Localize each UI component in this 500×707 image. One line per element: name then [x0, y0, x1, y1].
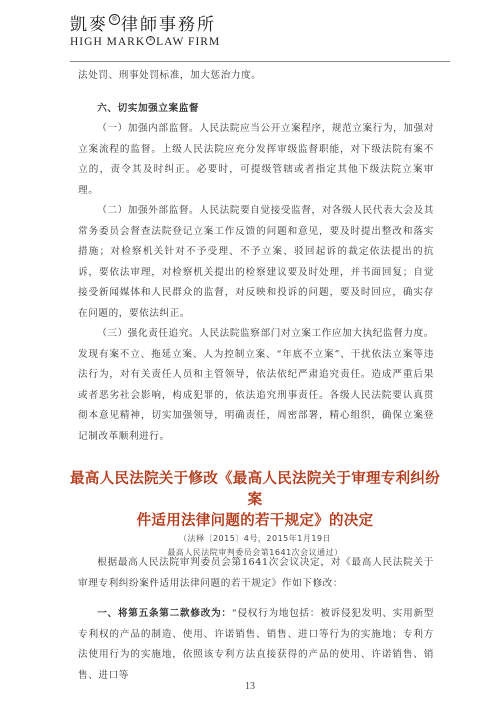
decision-title-line2: 件适用法律问题的若干规定》的决定 [136, 513, 374, 529]
letterhead [70, 10, 270, 48]
decision-body [78, 553, 434, 686]
firm-name-cn-part1: 凱麥 [70, 15, 108, 35]
firm-name-en-part2: LAW FIRM [156, 36, 221, 48]
firm-name-cn-part2: 律師事務所 [121, 15, 216, 35]
item-1-lead: 一、将第五条第二款修改为： [97, 608, 232, 619]
page-number: 13 [245, 681, 255, 692]
firm-name-chinese [70, 10, 270, 35]
paragraph-internal-supervision: （一）加强内部监督。人民法院应当公开立案程序，规范立案行为，加强对立案流程的监督。上级人民法院应充分发挥审级监督职能，对下级法院有案不立的，责令其及时纠正。必要时，可提级管辖或者指定其他下级法院立案审理。 [78, 123, 434, 196]
paragraph-external-supervision: （二）加强外部监督。人民法院要自觉接受监督，对各级人民代表大会及其常务委员会督查法院登记立案工作反馈的问题和意见，要及时提出整改和落实措施；对检察机关针对不予受理、不予立案、驳回起诉的裁定依法提出的抗诉，要依法审理，对检察机关提出的检察建议要及时处理，并书面回复；自觉接受新闻媒体和人民群众的监督，对反映和投诉的问题，要及时回应，确实存在问题的，要依法纠正。 [78, 205, 434, 319]
decision-header [70, 469, 440, 560]
header-divider [70, 61, 450, 62]
decision-meeting: 最高人民法院审判委员会第1641次会议通过） [167, 548, 343, 557]
registered-mark-icon: ® [109, 14, 120, 25]
section-heading: 六、切实加强立案监督 [97, 102, 200, 114]
decision-item-1 [78, 604, 434, 686]
decision-doc-number: （法释〔2015〕4号，2015年1月19日 [178, 534, 332, 543]
item-1-text: “侵权行为地包括：被诉侵犯发明、实用新型专利权的产品的制造、使用、许诺销售、销售、进口等行为的实施地；专利方法使用行为的实施地，依照该专利方法直接获得的产品的使用、许诺销售、销售、进口等 [78, 608, 434, 681]
opinion-body [78, 66, 434, 447]
registered-mark-small-icon: ® [146, 36, 155, 45]
continued-line: 法处罚、刑事处罚标准，加大惩治力度。 [78, 70, 262, 81]
decision-intro: 根据最高人民法院审判委员会第1641次会议决定，对《最高人民法院关于审理专利纠纷案件适用法律问题的若干规定》作如下修改： [78, 557, 434, 589]
decision-title-line1: 最高人民法院关于修改《最高人民法院关于审理专利纠纷案 [70, 471, 440, 508]
firm-name-en-part1: HIGH MARK [70, 36, 146, 48]
firm-name-english [70, 36, 270, 48]
paragraph-accountability: （三）强化责任追究。人民法院监察部门对立案工作应加大执纪监督力度。发现有案不立、拖延立案、人为控制立案、“年底不立案”、干扰依法立案等违法行为，对有关责任人员和主管领导，依法依纪严肃追究责任。造成严重后果或者恶劣社会影响，构成犯罪的，依法追究刑事责任。各级人民法院要认真贯彻本意见精神，切实加强领导，明确责任，周密部署，精心组织，确保立案登记制改革顺利进行。 [78, 328, 434, 442]
